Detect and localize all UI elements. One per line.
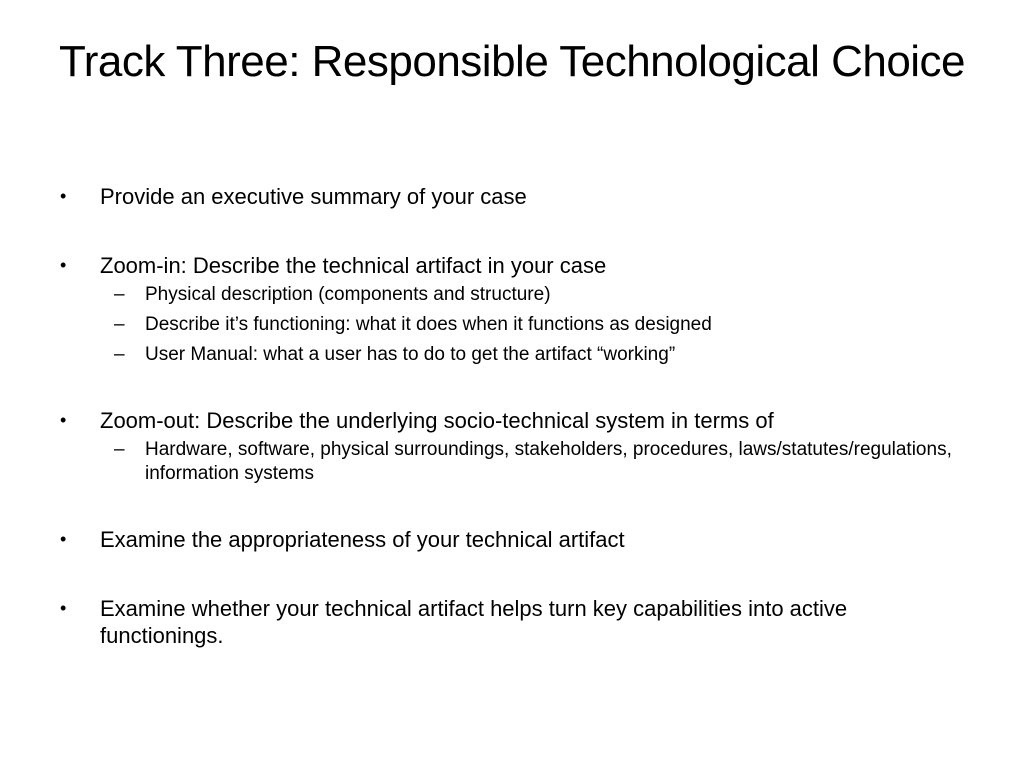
bullet-marker: • [60, 255, 67, 275]
bullet-item [60, 407, 960, 486]
bullet-text: Zoom-in: Describe the technical artifact in your case [100, 253, 607, 278]
bullet-text: Provide an executive summary of your case [100, 184, 527, 209]
bullet-text: Examine whether your technical artifact helps turn key capabilities into active functionings. [100, 596, 848, 648]
sub-marker: – [114, 344, 125, 365]
bullet-text: Examine the appropriateness of your technical artifact [100, 527, 625, 552]
bullet-item [60, 183, 960, 210]
bullet-item [60, 252, 960, 367]
sub-marker: – [114, 284, 125, 305]
sub-marker: – [114, 314, 125, 335]
bullet-list [60, 183, 960, 649]
sub-item [100, 313, 960, 337]
sub-item [100, 343, 960, 367]
slide-title: Track Three: Responsible Technological Choice [58, 37, 966, 86]
bullet-item [60, 526, 960, 553]
sub-list [100, 283, 960, 367]
bullet-marker: • [60, 410, 67, 430]
bullet-marker: • [60, 529, 67, 549]
sub-list [100, 438, 960, 486]
sub-marker: – [114, 439, 125, 460]
bullet-marker: • [60, 186, 67, 206]
bullet-marker: • [60, 598, 67, 618]
sub-text: Describe it’s functioning: what it does when it functions as designed [145, 314, 712, 335]
sub-item [100, 283, 960, 307]
sub-item [100, 438, 960, 486]
sub-text: User Manual: what a user has to do to get the artifact “working” [145, 344, 676, 365]
sub-text: Physical description (components and structure) [145, 284, 551, 305]
sub-text: Hardware, software, physical surroundings, stakeholders, procedures, laws/statutes/regulations, information systems [145, 439, 952, 484]
bullet-text: Zoom-out: Describe the underlying socio-technical system in terms of [100, 408, 774, 433]
bullet-item [60, 595, 960, 649]
